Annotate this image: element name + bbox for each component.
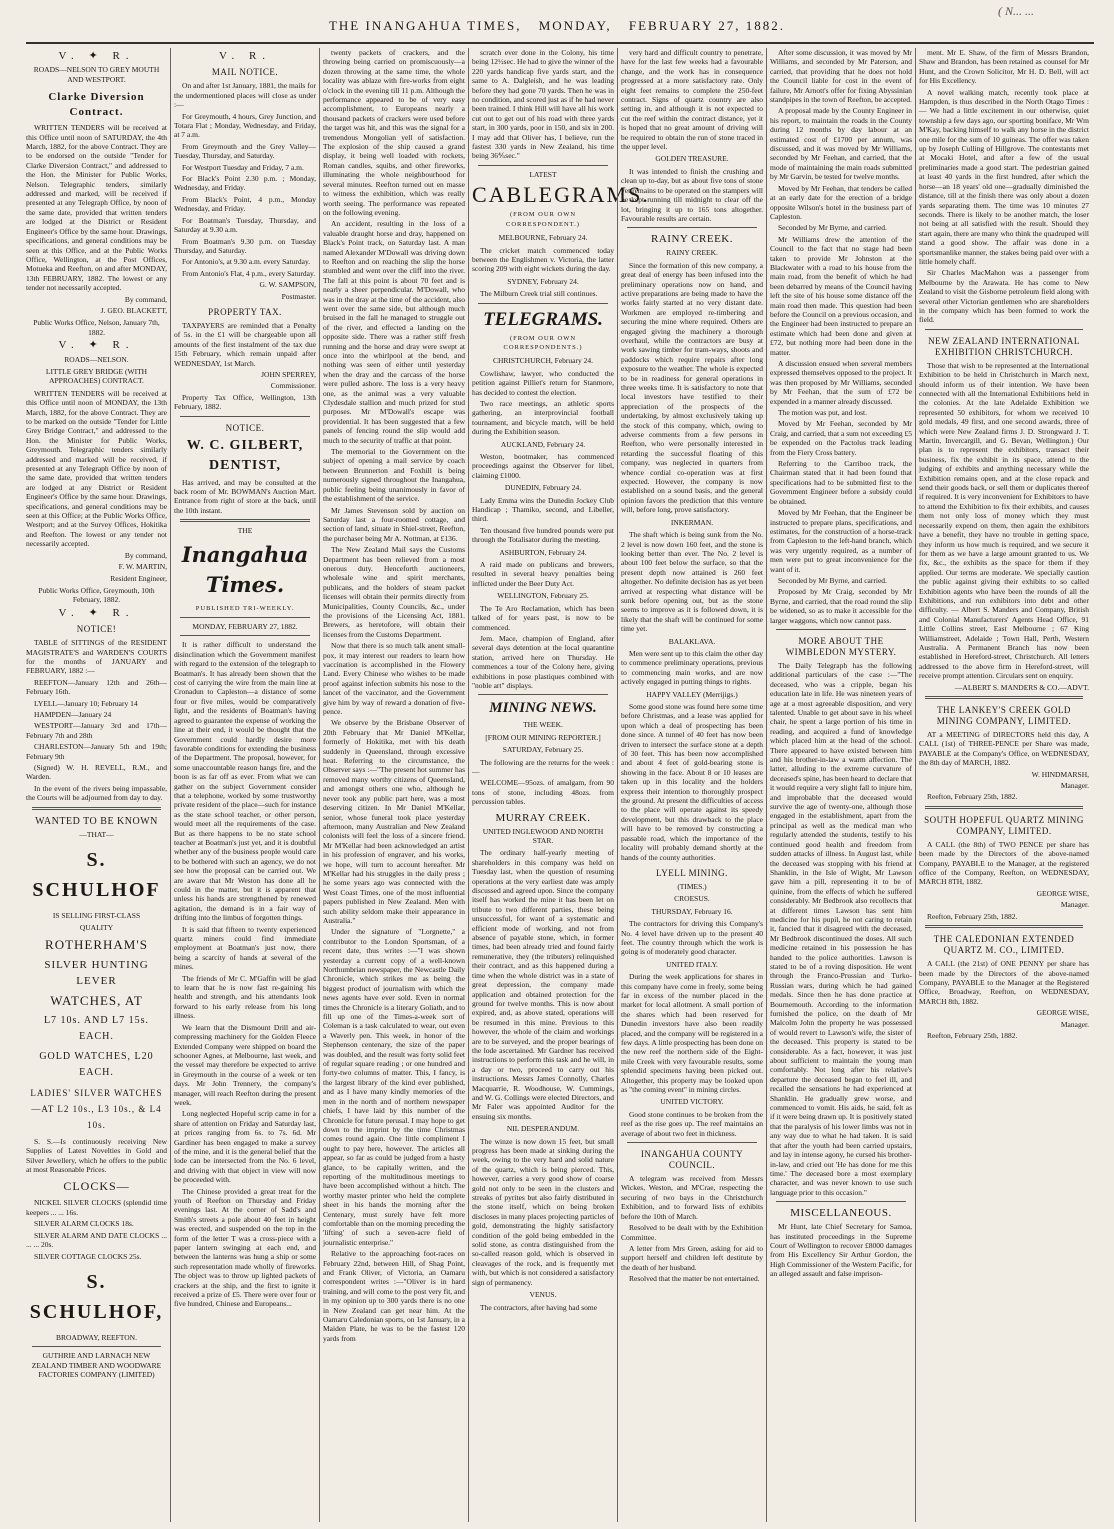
ad-line: SILVER HUNTING LEVER <box>44 958 149 987</box>
article-paragraph: ment. Mr E. Shaw, of the firm of Messrs Brandon, Shaw and Brandon, has been retained as counsel for Mr Hunt, and the Crown Solicitor, Mr H. D. Bell, will act for His Excellency. <box>919 48 1089 86</box>
signature-line: W. HINDMARSH, <box>1031 769 1089 779</box>
signature-line: Reefton, February 25th, 1882. <box>927 792 1018 802</box>
handwritten-note: ( N... ... <box>998 4 1034 18</box>
section-subtitle: THE WEEK. <box>523 720 563 730</box>
editorial-paragraph: It is rather difficult to understand the disinclination which the Government manifest with regard to the extension of the telegraph to Boatman's. It has already been shown that the cost of carrying the wire from the main line at Cronadun to Capleston—a distance of some four or five miles, would be comparatively light, and the residents of Boatman's having agreed to guarantee the expense of working the line at their end, it would be thought that the Government could hardly desire more favorable conditions for extending the business of the Department. The proposal, however, for some unaccountable reason hangs fire, and the boon is as far off as ever. From what we can gather on the subject Government consider that a telephone, worked by some trustworthy private resident of the place—such for instance as the state school teacher, or other person, would meet all the requirements of the case. But as there happens to be no state school teacher at Boatman's just yet, and it is doubtful whether any of the business people would care to be bothered with such an agency, we do not see how the proposal can be carried out. We are aware that Mr Weston has done all he could in the matter, but it is apparent that unless his hands are strengthened by renewed agitation, the demand is in a fair way of drifting into the limbus of forgotten things. <box>174 640 316 923</box>
article-paragraph: A letter from Mrs Green, asking for aid to support herself and children left destitute by the death of her husband. <box>621 1243 763 1272</box>
ad-line: GUTHRIE AND LARNACH NEW ZEALAND TIMBER AND WOODWARE FACTORIES COMPANY (LIMITED) <box>31 1351 162 1380</box>
article-paragraph: Mr Hunt, late Chief Secretary for Samoa, has instituted proceedings in the Supreme Court of Wellington to recover £8000 damages from His Excellency Sir Arthur Gordon, the High Commissioner of the Western Pacific, for an alleged assault and false imprison- <box>770 1222 912 1279</box>
masthead-rule <box>26 42 1094 44</box>
column-rule <box>468 48 469 1522</box>
section-subtitle: RAINY CREEK. <box>666 248 718 258</box>
divider <box>925 329 1083 330</box>
sitting-line: In the event of the rivers being impassable, the Courts will be adjourned from day to day. <box>26 783 167 803</box>
signature-line: GEORGE WISE, <box>1036 1008 1089 1018</box>
article-paragraph: After some discussion, it was moved by Mr Williams, and seconded by Mr Paterson, and carried, that providing that he does not hold the Council liable for cost in the event of failure, Mr Arnott's offer for fixing Abyssinian standpipes in the town of Reefton, be accepted. <box>770 48 912 105</box>
masthead <box>0 18 1114 40</box>
section-heading: LYELL MINING. <box>656 867 728 878</box>
sitting-line: HAMPDEN—January 24 <box>34 709 112 719</box>
signature-line: Reefton, February 25th, 1882. <box>927 1030 1018 1040</box>
article-paragraph: Referring to the Carriboo track, the Chairman stated that it had been found that specifications had to be submitted first to the Government Engineer before a subsidy could be obtained. <box>770 459 912 506</box>
telegram-item: A raid made on publicans and brewers, resulted in several heavy penalties being inflicted under the Beer Duty Act. <box>472 560 614 588</box>
sitting-line: WESTPORT—January 3rd and 17th—February 7th and 28th <box>26 721 167 740</box>
sitting-line: CHARLESTON—January 5th and 19th; February 9th <box>26 742 167 761</box>
telegram-item: Weston, bootmaker, has commenced proceedings against the Observer for libel, claiming £1000. <box>472 452 614 480</box>
article-paragraph: During the week applications for shares in this company have come in freely, some being far in excess of the number placed in the market for local allotment. A small portion of the shares which had been reserved for Dunedin investors have also been readily placed, and the company will be registered in a few days. A little prospecting has been done on the new reef the northern side of the Eight-mile Creek with very favourable results, some splendid specimens having been picked out. Altogether, this property may be looked upon as "the coming event" in mining circles. <box>621 972 763 1095</box>
section-subtitle: UNITED VICTORY. <box>660 1097 724 1107</box>
column-rule <box>915 48 916 1522</box>
section-subtitle: BALAKLAVA. <box>668 636 716 646</box>
gilbert-name: W. C. GILBERT, <box>186 437 304 453</box>
ad-line: SILVER ALARM CLOCKS 18s. <box>34 1219 134 1229</box>
column-2 <box>174 48 316 1522</box>
mail-line: For Westport Tuesday and Friday, 7 a.m. <box>182 162 304 172</box>
crest-icon: V. ✦ R. <box>58 50 135 62</box>
property-tax-body: TAXPAYERS are reminded that a Penalty of 5s. in the £1 will be chargeable upon all amounts of the first instalment of the tax due 15th February, which remain unpaid after WEDNESDAY, 1st March. <box>174 320 316 368</box>
little-grey-title: LITTLE GREY BRIDGE (WITH APPROACHES) CONTRACT. <box>45 366 148 386</box>
section-subtitle: [FROM OUR MINING REPORTER.] <box>485 732 601 742</box>
signature-line: By command, <box>124 294 167 304</box>
signature-line: Postmaster. <box>281 291 316 301</box>
article-paragraph: We observe by the Brisbane Observer of 20th February that Mr Daniel M'Kellar, formerly of Hokitika, met with his death suddenly in Queensland, through excessive heat. Referring to the circumstance, the Observer says :—"The present hot summer has removed many worthy citizens of Queensland, and amongst others one who, although he never took any public part here, was a most deserving citizen. In Mr Daniel M'Kellar, senior, whose funeral took place yesterday afternoon, many Australian and New Zealand colonists will feel the loss of a sincere friend. Mr M'Kellar had been acknowledged an artist in his profession of engraver, and his works, we hope, will turn to account hereafter. Mr M'Kellar had his struggles in the daily press ; he some years ago was connected with the West Coast Times, one of the most influential papers published in New Zealand. Men with such ability seldom make their appearance in Australia." <box>323 718 465 925</box>
correspondent-line: (FROM OUR OWN CORRESPONDENTS.) <box>503 334 583 351</box>
editorial-paragraph: The friends of Mr C. M'Gaffin will be glad to learn that he is now fast re-gaining his health and strength, and his attendants look forward to his early release from his long illness. <box>174 973 316 1021</box>
sitting-line: (Signed) W. H. REVELL, R.M., and Warden. <box>26 763 167 782</box>
article-paragraph: A proposal made by the County Engineer in his report, to maintain the roads in the County during 12 months by day labour at an estimated cost of £1700 per annum, was discussed, and it was moved by Mr Williams, seconded by Mr Feehan, and carried, that the mode of maintaining the main roads submitted by Mr Garvin, be tested for twelve months. <box>770 106 912 182</box>
dateline: ASHBURTON, February 24. <box>499 547 587 557</box>
ad-line: SILVER COTTAGE CLOCKS 25s. <box>34 1251 142 1261</box>
section-heading: MISCELLANEOUS. <box>790 1207 892 1220</box>
article-paragraph: The winze is now down 15 feet, but small progress has been made at sinking during the week, owing to the very hard and solid nature of the quartz, which is being pierced. This, however, carries a very good show of coarse gold not only to be seen in the clusters and streaks of pyrites but also fairly distributed in the stone itself, which on being broken discloses in many places projecting particles of gold, demonstrating the highly satisfactory condition of the gold being embedded in the solid stone, as contra distinguished from the so-called reason gold, which is observed in cleavages of the rock, and is frequently met with, but which is not considered a satisfactory sign of permanency. <box>472 1136 614 1287</box>
divider <box>925 696 1083 699</box>
ad-line: SILVER ALARM AND DATE CLOCKS ... ... ... 20s. <box>26 1230 167 1250</box>
ad-line: GOLD WATCHES, L20 EACH. <box>39 1050 154 1078</box>
article-paragraph: Seconded by Mr Byrne, and carried. <box>778 223 887 233</box>
article-paragraph: twenty packets of crackers, and the throwing being carried on promiscuously—a dozen throwing at the same time, the whole locality was ablaze with fire-works from eight o'clock in the evening till 11 p.m. Although the performance appeared to be of very easy accomplishment, to Europeans nearly a thousand packets of crackers were used before the target was hit, and this was the signal for a tremendous Mongolian yell of satisfaction. The explosion of the ship caused a grand display, it being well loaded with rockets, Roman candles, squibs, and other fireworks, illuminating the whole neighbourhood for several minutes. Reefton turned out en masse to witness the exhibition, which was really worth seeing. The performance was repeated on the following evening. <box>323 48 465 217</box>
divider <box>180 617 310 618</box>
cable-latest: LATEST <box>529 169 557 179</box>
cablegrams-title: CABLEGRAMS. <box>472 182 650 208</box>
column-4 <box>472 48 650 1522</box>
section-heading: MORE ABOUT THE WIMBLEDON MYSTERY. <box>785 635 897 657</box>
article-paragraph: Now that there is so much talk anent small-pox, it may interest our readers to learn how vaccination is accomplished in the Flowery Land. Every Chinese who wishes to be made proof against infection submits his nose to the lancet of the vaccinator, and the Government give him by way of reward a donation of five-pence. <box>323 641 465 717</box>
mail-line: From Boatman's 9.30 p.m. on Tuesday Thursday, and Saturday. <box>174 236 316 255</box>
article-paragraph: Since the formation of this new company, a great deal of energy has been infused into the preliminary operations now on hand, and active preparations are being made to have the works fairly started at no very distant date. Workmen are employed re-timbering and securing the mine where required. Others are engaged giving the machinery a thorough overhaul, while the contractors are busy at work sawing timber for tram-ways, shoots and paddocks which require repairs after long exposure to the weather. The whole is expected to be in readiness for general operations in three weeks time. It is satisfactory to note that local investors have testified to their appreciation of the prospects of the undertaking, by almost exclusively taking up the stock of this company, which, owing to adverse comments from a few persons in Reefton, who were personally interested in retarding the successful floating of this company, was neglected in quarters from whence cordial co-operation was at first expected. However, the company is now established on a sound basis, and the general opinion favors the prediction that this venture will, before long, prove satisfactory. <box>621 260 763 515</box>
section-heading: INANGAHUA COUNTY COUNCIL. <box>640 1149 744 1171</box>
article-paragraph: Relative to the approaching foot-races on February 22nd, between Hill, of Shag Point, and Frank Oliver, of Victoria, an Oamaru correspondent writes :—"Oliver is in hard training, and will come to the post very fit, and in my opinion up to 300 yards there is no one in New Zealand can get near him. At the Oamaru Caledonian sports, on 1st January, in a Maiden Plate, he was to be the fastest 120 yards from <box>323 1249 465 1343</box>
article-paragraph: Good stone continues to be broken from the reef as the rise goes up. The reef maintains an average of about two feet in thickness. <box>621 1109 763 1138</box>
signature-line: Reefton, February 25th, 1882. <box>927 911 1018 921</box>
editorial-paragraph: The Chinese provided a great treat for the youth of Reefton on Thursday and Friday evenings last. At the corner of Sadd's and Smith's streets a pole about 40 feet in height was erected, and suspended on the top in the form of the letter T was a cross-piece with a paper lantern swinging at each end, and between the lanterns was hung a ship or some such representation made wholly of fireworks. The object was to throw up lighted packets of crackers at the ship, and the first to ignite it received a prize of £5. There were over four or five hundred, Chinese and Europeans... <box>174 1186 316 1309</box>
clarke-contract-body: WRITTEN TENDERS will be received at this Office until noon of SATURDAY, the 4th March, 1882, for the above Contract. They are to be endorsed on the outside "Tender for Clarke Diversion Contract," and addressed to the Hon. the Minister for Public Works, Nelson. Telegraphic tenders, similarly addressed and marked, will be received if presented at any Telegraph Office, by noon of the same date, provided that written tenders are lodged at the District or Resident Engineer's Office by the same hour. Drawings, specifications, and general conditions may be seen at this Office, and at the Public Works Office, Wellington, at the Post Offices, Motueka and Reefton, on and after MONDAY, 13th FEBRUARY, 1882. The lowest or any tender not necessarily accepted. <box>26 123 167 293</box>
telegram-item: Jem. Mace, champion of England, after several days detention at the local quarantine station, arrived here on Thursday. He commences a tour of the Colony here, giving exhibitions in pose plastiques combined with "noble art" displays. <box>472 633 614 690</box>
article-paragraph: Some good stone was found here some time before Christmas, and a lease was applied for upon which a deal of prospecting has been done since. A tunnel of 40 feet has now been driven to intersect the surface stone at a depth of 30 feet. This has been now accomplished and about 4 feet of gold-bearing stone is showing in the face. About 8 or 10 leases are taken up in this locality and the holders express their intention to thoroughly prospect the ground. At present the difficulties of access to the place will operate against its speedy development, but this drawback to the place will have to be removed by constructing a passable road, which the importance of the locality will probably demand shortly at the hands of the county authorities. <box>621 702 763 862</box>
article-paragraph: The motion was put, and lost. <box>778 408 867 418</box>
column-rule <box>766 48 767 1522</box>
signature-line: —ALBERT S. MANDERS & CO.—ADVT. <box>954 682 1089 692</box>
notice-title: NOTICE. <box>225 422 265 433</box>
dateline: WELLINGTON, February 25. <box>497 591 589 601</box>
company-heading: THE LANKEY'S CREEK GOLD MINING COMPANY, LIMITED. <box>936 705 1072 726</box>
paper-dateline: MONDAY, FEBRUARY 27, 1882. <box>192 622 298 632</box>
notice-body: TABLE of SITTINGS of the RESIDENT MAGISTRATE'S and WARDEN'S COURTS for the months of JANUARY and FEBRUARY, 1882 :— <box>26 638 167 676</box>
article-paragraph: Seconded by Mr Byrne, and carried. <box>778 575 887 585</box>
article-paragraph: The New Zealand Mail says the Customs Department has been relieved from a most onerous duty. Henceforth auctioneers, wholesale wine and spirit merchants, publicans, and the holders of steam packet licenses will obtain their permits directly from Municipalities, County Councils, &c., under the provisions of the Licensing Act, 1881. Brewers, as heretofore, will obtain their licenses from the Customs Department. <box>323 545 465 639</box>
dateline: AUCKLAND, February 24. <box>500 439 586 449</box>
divider <box>32 1346 161 1347</box>
article-paragraph: scratch ever done in the Colony, his time being 12½sec. He had to give the winner of the 220 yards handicap five yards start, and the same to A. Dalgleish, and he was leading before they had gone 70 yards. Then he was in no condition, and scored just as if he had never been trained. I think Hill will have all his work cut out to get out of his road with three yards start, in 300 yards, poor in 150, and six in 200. I may add that Oliver has, I believe, run the fastest 330 yards in New Zealand, his time being 36⅘sec." <box>472 48 614 161</box>
company-notice: AT a MEETING of DIRECTORS held this day, A CALL (1st) of THREE-PENCE per Share was made, PAYABLE at the Company's Office, on WEDNESDAY, the 8th day of MARCH, 1882. <box>919 730 1089 768</box>
masthead-day: MONDAY, <box>538 18 612 33</box>
company-heading: SOUTH HOPEFUL QUARTZ MINING COMPANY, LIMITED. <box>924 814 1084 836</box>
article-paragraph: The shaft which is being sunk from the No. 2 level is now down 160 feet, and the stone is looking better than ever. The No. 2 level is about 100 feet below the surface, so that the present depth now attained is 260 feet altogether. No definite decision has as yet been arrived at respecting what distance will be sunk before opening out, but as the stone seems to improve as it is followed down, it is likely that the shaft will be continued for some time yet. <box>621 530 763 634</box>
article-paragraph: The memorial to the Government on the subject of opening a mail service by coach between Brunnerton and Foxhill is being numerously signed throughout the Inangahua, public feeling being unanimously in favor of the establishment of the service. <box>323 447 465 504</box>
roads-heading-1: ROADS—NELSON TO GREY MOUTH AND WESTPORT. <box>33 65 160 84</box>
article-paragraph: Mr James Stevenson sold by auction on Saturday last a four-roomed cottage, and section of land, situate in Shiel-street, Reefton, the purchaser being Mr A. Nottman, at £136. <box>323 505 465 543</box>
section-subtitle: UNITED INGLEWOOD AND NORTH STAR. <box>482 826 604 845</box>
column-rule <box>170 48 171 1522</box>
company-heading: THE CALEDONIAN EXTENDED QUARTZ M. CO., LIMITED. <box>933 934 1075 956</box>
telegram-item: Two race meetings, an athletic sports gathering, an interprovincial football tournament, and bicycle match, will be held during the Exhibition season. <box>472 398 614 437</box>
notice-title: NOTICE! <box>76 624 117 635</box>
divider <box>627 1142 757 1143</box>
divider <box>478 165 608 166</box>
little-grey-body: WRITTEN TENDERS will be received at this Office until noon of MONDAY, the 13th March, 1882, for the above Contract. They are to be marked on the outside "Tender for Little Grey Bridge Contract," and addressed to the Hon. the Minister for Public Works, Greymouth. Telegraphic tenders similarly addressed and marked will be received, if presented at any Telegraph Office by noon of the same date, provided that written tenders are lodged at any District or Resident Engineer's Office by the same hour. Drawings, specifications, and general conditions may be seen at this Office; at the Public Works Office, Westport; and at the Survey Offices, Hokitika and Reefton. The lowest or any tender not necessarily accepted. <box>26 388 167 549</box>
article-paragraph: The ordinary half-yearly meeting of shareholders in this company was held on Tuesday last, when the question of resuming operations at the very earliest date was amply discussed and agreed upon. Since the company itself has worked the mine it has been let on tribute to two different parties, these being unsuccessful, for want of a systematic and efficient mode of working, and not from absence of payable stone, which, in former times, had been already tried and found fairly remunerative, they (the tributers) relinquished their contract, and as this happened during a time when the whole district was in a state of great depression, the company made application and obtained protection for the ground for twelve months. This is now about expired, and, as above stated, operations will be resumed in this mine. Previous to this however, the whole of the claim and workings are to be surveyed, and the proper bearings of the lode ascertained. Mr Gardner has received instructions to perform this task and he will, in a day or two, proceed to carry out his instructions. Messrs James Connolly, Charles Macquarrie, R. Woodhouse, W. Cummings, and W. G. Collings were elected Directors, and Mr Faler was appointed Auditor for the ensuing six months. <box>472 848 614 1121</box>
signature-line: JOHN SPERREY, <box>261 369 316 379</box>
section-heading: NEW ZEALAND INTERNATIONAL EXHIBITION CHRISTCHURCH. <box>928 335 1080 357</box>
ad-line: L7 10s. AND L7 15s. EACH. <box>43 1014 150 1042</box>
telegram-item: Cowlishaw, lawyer, who conducted the petition against Pilliet's return for Stanmore, has decided to contest the election. <box>472 368 614 397</box>
ad-body: S. S.—Is continuously receiving New Supplies of Latest Novelties in Gold and Silver Jewellery, which he offers to the public at most Reasonable Prices. <box>26 1136 167 1175</box>
paper-subtitle: PUBLISHED TRI-WEEKLY. <box>195 604 295 612</box>
mail-line: For Black's Point 2.30 p.m. ; Monday, Wednesday, and Friday. <box>174 174 316 193</box>
sitting-line: LYELL—January 10; February 14 <box>34 698 138 708</box>
article-paragraph: The contractors, after having had some <box>480 1302 598 1312</box>
ad-schulhof-name: S. SCHULHOF <box>32 849 161 902</box>
article-paragraph: A telegram was received from Messrs Wickes, Weston, and M'Crae, respecting the securing of two bays in the Christchurch Exhibition, and to forward lists of exhibits before the 10th of March. <box>621 1174 763 1221</box>
article-paragraph: A discussion ensued when several members expressed themselves opposed to the project. It was then proposed by Mr Williams, seconded by Mr Feehan, that the sum of £72 be expended in a manner already discussed. <box>770 359 912 406</box>
article-paragraph: It was intended to finish the crushing and clean up to-day, but as about five tons of stone yet remains to be operated on the stampers will be kept running till midnight to clear off the lot, bringing it up to 165 tons altogether. Favourable results are certain. <box>621 166 763 223</box>
dateline: DUNEDIN, February 24. <box>504 483 582 493</box>
mail-notice-title: MAIL NOTICE. <box>211 67 279 78</box>
mail-line: For Greymouth, 4 hours, Grey Junction, and Totara Flat ; Monday, Wednesday, and Friday, at 7 a.m. <box>174 111 316 140</box>
column-rule <box>617 48 618 1522</box>
article-paragraph: Resolved that the matter be not entertained. <box>629 1274 760 1284</box>
mail-line: For Boatman's Tuesday, Thursday, and Saturday at 9.30 a.m. <box>174 215 316 235</box>
section-subtitle: INKERMAN. <box>670 517 714 527</box>
article-paragraph: An accident, resulting in the loss of a valuable draught horse and dray, happened on Black's Point track, on Saturday last. A man named Alexander M'Dowall was driving down to Reefton and on reaching the slip the horse stumbled and went over the cliff into the river. The fall at this point is about 70 feet and is nearly a sheer perpendicular. M'Dowall, who was in the dray at the time of the accident, also went over the same side, but although much bruised in the fall he managed to struggle out of the river, and effected a landing on the opposite side. There was a rather stiff fresh running and the horse and dray were swept at once into the whirlpool at the bend, and nothing was seen of either until yesterday when the dray and the carcass of the horse were pulled ashore. The loss is a very heavy one, as the animal was a very valuable Clydesdale stallion and much prized for stud purposes. Mr M'Dowall's escape was providential. It has been suggested that a few panels of fencing round the slip would add much to the security of traffic at that point. <box>323 219 465 445</box>
section-subtitle: UNITED ITALY. <box>666 959 718 969</box>
article-paragraph: Mr Williams drew the attention of the Council to the fact that no stage had been taken to provide Mr Johnston at the Blackwater with a road to his house from the main road, from the benefit of which he had been debarred by means of the Council having left the site of his house some distance off the main road then made. This question had been before the Council on a previous occasion, and the Engineer had been instructed to prepare an estimate which had been done and given at £72, but nothing more had been done in the matter. <box>770 234 912 357</box>
column-6 <box>770 48 912 1522</box>
article-paragraph: Moved by Mr Feehan, seconded by Mr Craig, and carried, that a sum not exceeding £5 be expended on the Pactolus track leading from the Fiery Cross battery. <box>770 419 912 457</box>
clarke-contract-title: Clarke Diversion Contract. <box>48 91 145 119</box>
ad-line: NICKEL SILVER CLOCKS (splendid time keepers ... ... 16s. <box>26 1198 167 1217</box>
property-tax-title: PROPERTY TAX. <box>208 306 282 317</box>
dateline: CHRISTCHURCH, February 24. <box>492 356 593 366</box>
masthead-title: THE INANGAHUA TIMES, <box>328 18 522 33</box>
article-paragraph: WELCOME—95ozs. of amalgam, from 90 tons of stone, including 48ozs. from percussion tables. <box>472 778 614 807</box>
telegram-item: The Te Aro Reclamation, which has been talked of for years past, is now to be commenced. <box>472 603 614 632</box>
masthead-date: FEBRUARY 27, 1882. <box>628 18 786 33</box>
dateline: SYDNEY, February 24. <box>507 276 579 286</box>
ad-that: —THAT— <box>79 829 114 839</box>
mail-line: From Antonio's Flat, 4 p.m., every Saturday. <box>182 268 316 278</box>
ad-schulhof-name: S. SCHULHOF, <box>29 1270 164 1323</box>
signature-line: Public Works Office, Greymouth, 10th February, 1882. <box>38 585 155 605</box>
crest-icon: V. ✦ R. <box>58 339 135 352</box>
article-paragraph: Men were sent up to this claim the other day to commence preliminary operations, previous to commencing main works, and are now actively engaged in putting things to rights. <box>621 648 763 687</box>
ad-line: CLOCKS— <box>63 1179 130 1194</box>
section-subtitle: VENUS. <box>529 1290 557 1300</box>
crest-icon: V. ✦ R. <box>58 606 135 619</box>
article-paragraph: Proposed by Mr Craig, seconded by Mr Byrne, and carried, that the road round the slip be widened, so as to make it accessible for the larger waggons, which now cannot pass. <box>770 587 912 625</box>
article-paragraph: The following are the returns for the week :— <box>472 757 614 776</box>
roads-heading-2: ROADS—NELSON. <box>64 354 129 364</box>
editorial-paragraph: Long neglected Hopeful scrip came in for a share of attention on Friday and Saturday last, at prices ranging from 6s. to 7s. 6d. Mr Gardiner has been engaged to make a survey of the mine, and it is the general belief that the lode can be intersected from the No. 6 level, and driving with that object in view will now be proceeded with. <box>174 1109 316 1185</box>
article-paragraph: Those that wish to be represented at the International Exhibition to be held in Christchurch in March next, should inform us of their intention. We have been connected with all the International Exhibitions held in the colonies. At the late Adelaide Exhibition we represented 50 exhibitors, for whom we received 10 gold medals, 49 first, and one second awards, three of which were New Zealand firms J. D. Strongward J. T. Martin, Invercargill, and G. Bevan, Wellington.) Our plan is to represent the exhibitors, transact their business, fix the exhibit in its space, attend to the judging of exhibits and anything necessary while the Exhibition remains open, and at the close repack and send their goods back, or sell them or duplicates thereof if required. It is very inconvenient for Exhibitors to have to attend the Exhibition to fix their exhibits, and causes them not only loss of money which they must necessarily expend on them, then again the exhibitors have a benefit, they have no trouble in getting space, they inform us how much is required, and we secure it for them as we have a large amount granted to us. We fix, &c., the exhibits as the space for them if they applied. Our terms are moderate. We specially caution the public against giving their exhibits to so called Exhibition agents who have been the rounds of all the Exhibitions, and run exhibitors into debt and other difficulty. — Albert S. Manders and Company, British and Colonial Manufacturers' Agents Head Office, 91 Little Collins street, East Melbourne ; 67 King Williamstreet, Adelaide ; Town Hall, Perth, Western Australia. A Permanent Branch has now been established in Hereford-street, Christchurch. All letters addressed to the above firm in Hereford-street, will receive prompt attention. Circulars sent on enquiry. <box>919 360 1089 681</box>
mining-news-title: MINING NEWS. <box>489 700 597 717</box>
signature-line: By command, <box>124 550 167 560</box>
gilbert-body: Has arrived, and may be consulted at the back room of Mr. BOWMAN's Auction Mart. Entrance from right of store at the back, until the 10th instant. <box>174 477 316 515</box>
signature-line: J. GEO. BLACKETT, <box>100 305 167 315</box>
ad-line: BROADWAY, REEFTON. <box>56 1332 137 1342</box>
telegram-item: Lady Emma wins the Dunedin Jockey Club Handicap ; Thamiko, second, and Libeller, third. <box>472 495 614 524</box>
mail-line: From Black's Point, 4 p.m., Monday Wednesday, and Friday. <box>174 194 316 214</box>
editorial-paragraph: We learn that the Dismount Drill and air-compressing machinery for the Golden Fleece Extended Company were shipped on board the schooner Agnes, at Melbourne, last week, and the vessel may therefore be expected to arrive in Greymouth in the course of a week or ten days. Mr John Trennery, the company's manager, will reach Reefton during the present week. <box>174 1022 316 1107</box>
column-7 <box>919 48 1089 1522</box>
column-rule <box>319 48 320 1522</box>
section-heading: RAINY CREEK. <box>651 233 733 246</box>
ad-line: ROTHERHAM'S <box>45 936 148 952</box>
telegram-item: Ten thousand five hundred pounds were put through the Totalisator during the meeting. <box>472 525 614 545</box>
ad-wanted: WANTED TO BE KNOWN <box>35 815 158 827</box>
crest-icon: V. R. <box>218 50 272 62</box>
divider <box>180 416 310 417</box>
dateline: SATURDAY, February 25. <box>502 745 584 755</box>
divider <box>478 303 608 304</box>
section-subtitle: GOLDEN TREASURE. <box>655 154 729 164</box>
section-subtitle: HAPPY VALLEY (Merrijigs.) <box>646 689 738 699</box>
signature-line: F. W. MARTIN, <box>118 562 167 572</box>
article-paragraph: Under the signature of "Lorgnette," a contributor to the London Sportsman, of a recent date, thus writes :—"I was shown yesterday a current copy of a well-known Northumbrian newspaper, the Newcastle Daily Chronicle, which strikes me as being the biggest product of journalism with which the news agents have ever sold. Even in normal times the Chronicle is a literary Goliath, and to fill up one of the Times-a-week sort of Coleman is a task calculated to wear, out even a Waverly pen. This week, in honor of the Stephenson centenary, the size of the paper was doubled, and the result was forty solid feet of regular square reading ; or one hundred and forty-two columns of matter. This, I fancy, is the largest library of the kind ever published, and as I have many kindly memories of the men in the north and of northern newspaper chiefs, I have laid by this number of the Chronicle for future perusal. I may hope to get down to the imprint by the time Christmas comes round again. One little compliment I ought to pay here, however. The articles all appear, so far as could be judged from a hasty glance, to be capitally written, and the reporting of the multitudinous meetings to have been accomplished without a hitch. The worthy master printer who held the complete sheet in his hands the morning after the Centenary, must surely have felt more comfortable than on the morning preceding the 'lifting' of such a seven-acre field of journalistic enterprise." <box>323 927 465 1247</box>
ad-line: QUALITY <box>79 923 114 933</box>
section-subtitle: (TIMES.) <box>677 881 707 891</box>
signature-line: Manager. <box>1060 900 1089 910</box>
divider <box>627 227 757 228</box>
signature-line: GEORGE WISE, <box>1036 888 1089 898</box>
telegrams-title: TELEGRAMS. <box>483 308 603 330</box>
article-paragraph: Moved by Mr Feehan, that the Engineer be instructed to prepare plans, specifications, and estimates, for the construction of a horse-track from Capleston to the left-hand branch, which was very urgently required, as a number of men were put to great inconvenience for the want of it. <box>770 508 912 574</box>
article-paragraph: The Daily Telegraph has the following additional particulars of the case :—"The deceased, who was a cripple, began his education late in life. He was nineteen years of age at a most agreeable disposition, and very talented. Unable to get about save in his wheel chair, he spent a large portion of his time in reading, and acquired a fund of knowledge which placed him at the head of the school. There appeared to have existed between him and his brother-in-law a warm affection. The latter, alluding to the extreme curvature of deceased's spine, has been heard to declare that it would require a very slight fall to injure him, and improbable that the deceased would survive the age of twenty-one, although those engaged in the establishment, apart from the principal as well as the medical man who regularly attended the students, testify to his continued good health and freedom from sudden attacks of illness. In August last, while the deceased was stopping with his friend at Shanklin, in the Isle of Wight, Mr Lawson gave him a pill, representing it to be of quinine, from the effects of which he suffered considerably. Mr Bedbrook also recollects that at different times Lawson has sent him medicine for his pupil, he not caring to retain it, fancied that it disagreed with the deceased, Mr Bedbrook discontinued the doses. All such medicine retained in his possession he has handed to the police authorities. Lawson is stated to be of a roving disposition. He went through the Franco-Prussian and Turko-Russian wars, during which he had gained medals. Since then he has done practice at Bournemouth. According to the information furnished the police, on the death of Mr Malcolm John the property he was possessed of would revert to Lawson's wife, the sister of the deceased. This property is stated to be considerable. As a fact, however, it was just about sufficient to maintain the young man comfortably. Not long after his relative's departure the deceased began to feel ill, and recalled the sensations he had experienced at Shanklin. He gradually grew worse, and commenced to vomit. His aids, he said, felt as if it were being drawn up. It is positively stated that the paralysis of his lower limbs was not in any way due to what he had taken. It is said that after the youth had been carried upstairs, and lay in intense agony, he cursed his brother-in-law, and cried out 'He has done for me this time.' The deceased bore a most exemplary character, and was never known to use such language prior to this occasion." <box>770 660 912 1197</box>
company-notice: A CALL (the 21st) of ONE PENNY per share has been made by the Directors of the above-named Company, PAYABLE to the Manager at the Registered Office, Broadway, Reefton, on WEDNESDAY, MARCH 8th, 1882. <box>919 959 1089 1006</box>
paper-the: THE <box>237 526 253 536</box>
dentist-title: DENTIST, <box>209 457 281 473</box>
signature-line: Manager. <box>1060 1019 1089 1029</box>
article-paragraph: A novel walking match, recently took place at Hampden, is thus described in the North Otago Times :— We had a little excitement in our otherwise, quiet township a few days ago, our sporting boniface, Mr Wm M'Kay, backing himself to walk any horse in the district one mile for the sum of 10 guineas. The offer was taken up by Joseph Culling of Hillgrove. The contestants met at Mocaki Hotel, and after a few of the usual preliminaries made a good start. The pedestrian gained at least 40 yards in the first hundred, after which the horse—an 18 years' old one—gradually diminished the distance, till at the finish there was only about a dozen yards separating them. The time was 10 minutes 27 seconds. There is likely to be another match, the loser not being at all satisfied with the result. Should they start again, there are many who think the quadruped will stand a good show. The affair was done in a sportsmanlike manner, the stakes being paid over with a little homely chaff. <box>919 87 1089 266</box>
editorial-paragraph: It is said that fifteen to twenty experienced quartz miners could find immediate employment at Boatman's just now, there being a scarcity of hands at several of the mines. <box>174 924 316 972</box>
divider <box>925 806 1083 809</box>
cable-item: The cricket match commenced today between the Englishmen v. Victoria, the latter scoring 209 with eight wickets during the day. <box>472 245 614 274</box>
section-subtitle: CROESUS. <box>674 894 710 904</box>
signature-line: Manager. <box>1060 781 1089 791</box>
article-paragraph: Resolved to be dealt with by the Exhibition Committee. <box>621 1223 763 1242</box>
mail-line: For Antonio's, at 9.30 a.m. every Saturday. <box>182 257 311 267</box>
signature-line: Public Works Office, Nelson, January 7th, 1882. <box>33 318 160 337</box>
signature-line: Resident Engineer, <box>110 573 167 583</box>
divider <box>180 519 310 522</box>
sitting-line: REEFTON—January 12th and 26th—February 16th. <box>26 677 167 697</box>
signature-line: G. W. SAMPSON, <box>259 280 316 290</box>
divider <box>776 629 906 630</box>
mail-intro: On and after 1st January, 1881, the mails for the undermentioned places will close as under :— <box>174 81 316 110</box>
cable-item: The Milburn Creek trial still continues. <box>480 289 598 299</box>
divider <box>32 807 161 810</box>
article-paragraph: Moved by Mr Feehan, that tenders be called at an early date for the erection of a bridge opposite Wilson's hotel in the business part of Capleston. <box>770 183 912 221</box>
mail-line: From Greymouth and the Grey Valley—Tuesday, Thursday, and Saturday. <box>174 141 316 161</box>
ad-line: LADIES' SILVER WATCHES—AT L2 10s., L3 10s., & L4 10s. <box>30 1087 163 1130</box>
signature-line: Commissioner. <box>270 381 316 391</box>
article-paragraph: The contractors for driving this Company's No. 4 level have driven up to the present 40 feet. The country through which the work is going is of moderately good character. <box>621 919 763 957</box>
article-paragraph: very hard and difficult country to penetrate, have for the last few weeks had a favourable change, and the work has in consequence progressed at a more satisfactory rate. Only eight feet remains to complete the 250-feet contract. Signs of quartz country are also setting in, and although it is not expected to cut the reef within the contract distance, yet it is hoped that no great amount of driving will be required to obtain the run of stone traced in the upper level. <box>621 48 763 152</box>
divider <box>478 694 608 695</box>
divider <box>180 635 310 636</box>
divider <box>925 925 1083 928</box>
column-3 <box>323 48 465 1522</box>
section-heading: MURRAY CREEK. <box>495 811 591 824</box>
column-5 <box>621 48 763 1522</box>
signature-line: Property Tax Office, Wellington, 13th February, 1882. <box>174 392 316 412</box>
article-paragraph: Sir Charles MacMahon was a passenger from Melbourne by the Arawata. He has come to New Zealand to visit the Gisborne petroleum field along with several other Victorian gentlemen who are shareholders in the company which has been formed to work the field. <box>919 268 1089 325</box>
paper-title: Inangahua Times. <box>181 541 309 597</box>
dateline: MELBOURNE, February 24. <box>498 233 588 243</box>
ad-line: WATCHES, AT <box>50 992 143 1008</box>
section-subtitle: NIL DESPERANDUM. <box>506 1124 580 1134</box>
column-1 <box>26 48 167 1522</box>
dateline: THURSDAY, February 16. <box>651 906 733 916</box>
company-notice: A CALL (the 8th) of TWO PENCE per share has been made by the Directors of the above-named Company, PAYABLE to the Manager, at the registered office of the Company, Reefton, on WEDNESDAY, MARCH 8TH, 1882. <box>919 839 1089 887</box>
ad-line: IS SELLING FIRST-CLASS <box>52 911 141 921</box>
correspondent-line: (FROM OUR OWN CORRESPONDENT.) <box>506 211 580 228</box>
divider <box>776 1201 906 1202</box>
